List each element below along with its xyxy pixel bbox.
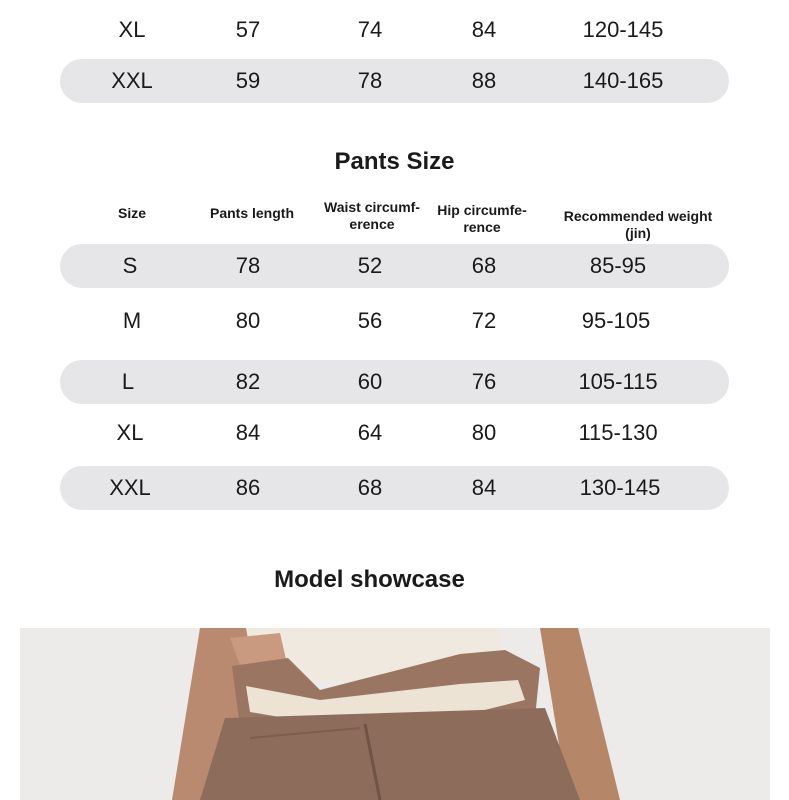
weight-cell: 140-165 — [582, 68, 664, 93]
header-line: rence — [463, 219, 501, 235]
table-row — [60, 59, 729, 103]
column-header-hip — [437, 202, 526, 236]
weight-cell: 120-145 — [582, 17, 664, 42]
header-line: Hip circumfe- — [437, 202, 527, 218]
column-header-waist — [324, 199, 420, 233]
table-row — [60, 8, 729, 52]
value-cell: 56 — [357, 308, 383, 333]
weight-cell: 130-145 — [579, 475, 661, 500]
value-cell: 64 — [357, 420, 383, 445]
value-cell: 72 — [471, 308, 497, 333]
table-row — [60, 411, 729, 455]
value-cell: 60 — [357, 369, 383, 394]
value-cell: 76 — [471, 369, 497, 394]
model-photo — [20, 628, 770, 800]
table-row — [60, 244, 729, 288]
value-cell: 88 — [471, 68, 497, 93]
value-cell: 59 — [235, 68, 261, 93]
value-cell: 57 — [235, 17, 261, 42]
column-header-weight: Recommended weight (jin) — [563, 208, 713, 241]
value-cell: 82 — [235, 369, 261, 394]
size-cell: M — [122, 308, 142, 333]
table-row — [60, 360, 729, 404]
section-title: Pants Size — [334, 148, 455, 175]
header-line: erence — [349, 216, 395, 232]
model-illustration — [20, 628, 770, 800]
column-header-length: Pants length — [209, 205, 295, 221]
showcase-title: Model showcase — [274, 566, 465, 593]
size-cell: L — [121, 369, 135, 394]
value-cell: 78 — [357, 68, 383, 93]
size-cell: XXL — [111, 68, 153, 93]
size-cell: S — [122, 253, 138, 278]
size-cell: XL — [116, 420, 144, 445]
value-cell: 74 — [357, 17, 383, 42]
value-cell: 84 — [471, 475, 497, 500]
size-cell: XXL — [109, 475, 151, 500]
value-cell: 86 — [235, 475, 261, 500]
table-row — [60, 466, 729, 510]
weight-cell: 105-115 — [578, 369, 658, 394]
weight-cell: 115-130 — [578, 420, 658, 445]
header-line: Waist circumf- — [324, 199, 420, 215]
weight-cell: 95-105 — [581, 308, 651, 333]
size-cell: XL — [118, 17, 146, 42]
value-cell: 80 — [235, 308, 261, 333]
value-cell: 52 — [357, 253, 383, 278]
value-cell: 78 — [235, 253, 261, 278]
table-row — [60, 299, 729, 343]
value-cell: 68 — [471, 253, 497, 278]
value-cell: 84 — [235, 420, 261, 445]
value-cell: 80 — [471, 420, 497, 445]
column-header-size: Size — [117, 205, 147, 221]
weight-cell: 85-95 — [589, 253, 647, 278]
value-cell: 84 — [471, 17, 497, 42]
value-cell: 68 — [357, 475, 383, 500]
